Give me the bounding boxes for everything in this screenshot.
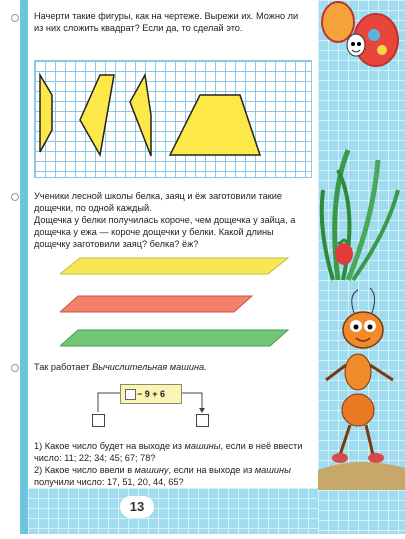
q1-text-a: 1) Какое число будет на выходе из bbox=[34, 441, 185, 451]
question-1 bbox=[34, 440, 304, 464]
ant-icon bbox=[326, 288, 393, 463]
intro-italic: Вычислительная машина. bbox=[92, 362, 207, 372]
task-marker bbox=[11, 364, 19, 372]
calc-machine bbox=[92, 384, 208, 434]
page-number: 13 bbox=[120, 496, 154, 518]
q2-italic: машину bbox=[134, 465, 169, 475]
q1-text-b: , если в неё ввести число: 11; 22; 34; 45; 67; 78? bbox=[34, 441, 303, 464]
shape-3 bbox=[130, 75, 151, 156]
task3-intro bbox=[34, 361, 302, 373]
task2-text-2: Дощечка у белки получилась короче, чем дощечка у зайца, а дощечка у ежа — короче дощечки у белки. Какой длины дощечку заготовили заяц? белка? ёж? bbox=[34, 215, 296, 250]
shape-4 bbox=[170, 95, 260, 155]
ground-icon bbox=[318, 462, 405, 490]
plank-red bbox=[60, 294, 290, 314]
bottom-band bbox=[28, 488, 318, 534]
task-marker bbox=[11, 193, 19, 201]
task-marker bbox=[11, 14, 19, 22]
q2-text-b: , если на выходе из bbox=[168, 465, 255, 475]
intro-text: Так работает bbox=[34, 362, 93, 372]
plank-yellow bbox=[60, 256, 290, 276]
right-decorative-panel bbox=[318, 0, 405, 534]
grass-icon bbox=[322, 150, 398, 280]
shape-2 bbox=[80, 75, 114, 155]
shape-1 bbox=[40, 75, 52, 152]
plank-green bbox=[60, 328, 290, 348]
shapes-drawing bbox=[34, 60, 310, 176]
q2-italic-2: машины bbox=[254, 465, 291, 475]
left-blue-bar bbox=[20, 0, 28, 534]
q2-text-c: получили число: 17, 51, 20, 44, 65? bbox=[34, 477, 184, 488]
question-2 bbox=[34, 464, 304, 488]
task2-text-1: Ученики лесной школы белка, заяц и ёж заготовили такие дощечки, по одной каждый. bbox=[34, 191, 282, 214]
q2-text-a: 2) Какое число ввели в bbox=[34, 465, 135, 475]
machine-operation: − 9 + 6 bbox=[136, 389, 166, 399]
output-box bbox=[196, 414, 209, 427]
machine-box bbox=[120, 384, 182, 404]
q1-italic: машины bbox=[184, 441, 221, 451]
left-margin bbox=[0, 0, 20, 534]
illustration-svg bbox=[318, 0, 405, 534]
input-box bbox=[92, 414, 105, 427]
butterfly-icon bbox=[322, 2, 398, 66]
task1-text: Начерти такие фигуры, как на чертеже. Вырежи их. Можно ли из них сложить квадрат? Если да, то сделай это. bbox=[34, 11, 299, 34]
